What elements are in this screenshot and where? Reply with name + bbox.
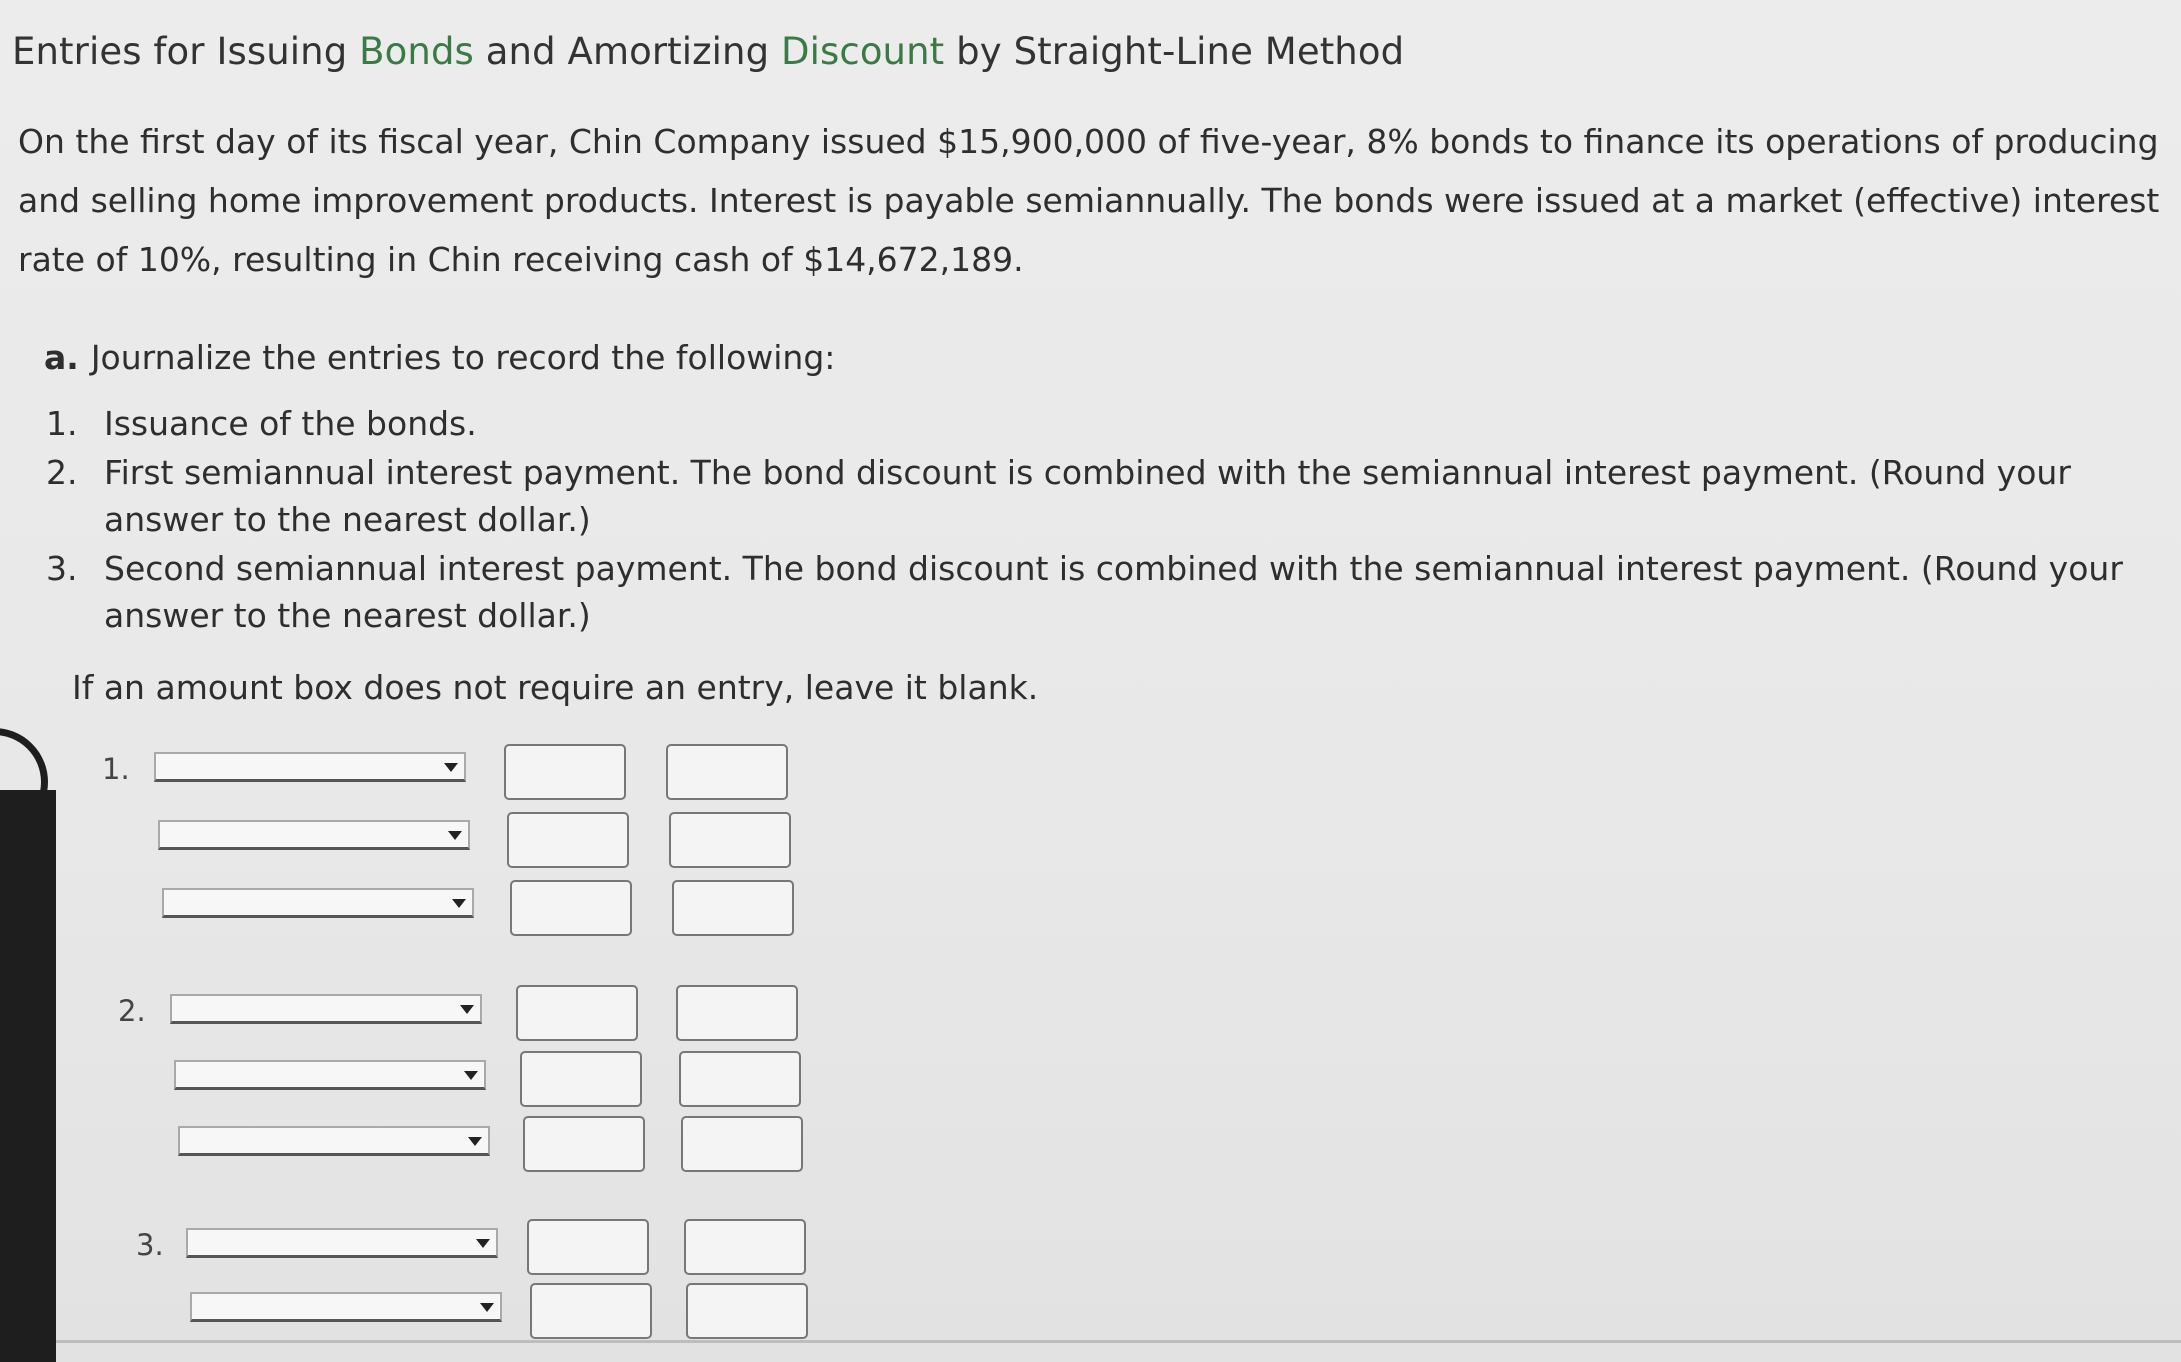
- step-number: 3.: [46, 549, 78, 588]
- problem-intro: On the first day of its fiscal year, Chin Company issued $15,900,000 of five-year, 8% bonds to finance its operations of producing and selling home improvement products. Interest is payable semiannually. The bonds were issued at a market (effective) interest rate of 10%, resulting in Chin receiving cash of $14,672,189.: [18, 122, 2160, 279]
- step-item: [46, 449, 2166, 543]
- step-item: [46, 545, 2166, 639]
- chevron-down-icon: [460, 1005, 474, 1014]
- credit-amount-input[interactable]: [672, 880, 794, 936]
- credit-amount-input[interactable]: [676, 985, 798, 1041]
- entry-label-2: 2.: [118, 994, 146, 1028]
- step-text: Issuance of the bonds.: [104, 404, 477, 443]
- debit-amount-input[interactable]: [516, 985, 638, 1041]
- debit-amount-input[interactable]: [527, 1219, 649, 1275]
- entry-label-1: 1.: [102, 752, 130, 786]
- task-a-label: a.: [44, 338, 79, 377]
- account-select[interactable]: [158, 820, 470, 850]
- credit-amount-input[interactable]: [681, 1116, 803, 1172]
- account-select[interactable]: [186, 1228, 498, 1258]
- divider: [56, 1340, 2181, 1343]
- step-number: 1.: [46, 404, 78, 443]
- steps-list: [46, 400, 2166, 641]
- chevron-down-icon: [468, 1137, 482, 1146]
- account-select[interactable]: [190, 1292, 502, 1322]
- credit-amount-input[interactable]: [666, 744, 788, 800]
- debit-amount-input[interactable]: [504, 744, 626, 800]
- step-item: [46, 400, 2166, 447]
- debit-amount-input[interactable]: [520, 1051, 642, 1107]
- discount-glossary-link[interactable]: Discount: [781, 30, 945, 73]
- title-text-after: by Straight-Line Method: [944, 30, 1405, 73]
- account-select[interactable]: [154, 752, 466, 782]
- debit-amount-input[interactable]: [510, 880, 632, 936]
- debit-amount-input[interactable]: [523, 1116, 645, 1172]
- bonds-glossary-link[interactable]: Bonds: [359, 30, 474, 73]
- credit-amount-input[interactable]: [684, 1219, 806, 1275]
- account-select[interactable]: [178, 1126, 490, 1156]
- entry-label-3: 3.: [136, 1228, 164, 1262]
- step-number: 2.: [46, 453, 78, 492]
- step-text: First semiannual interest payment. The bond discount is combined with the semiannual interest payment. (Round your answer to the nearest dollar.): [104, 453, 2071, 539]
- monitor-bezel-edge: [0, 790, 56, 1362]
- account-select[interactable]: [170, 994, 482, 1024]
- credit-amount-input[interactable]: [679, 1051, 801, 1107]
- credit-amount-input[interactable]: [669, 812, 791, 868]
- chevron-down-icon: [452, 899, 466, 908]
- debit-amount-input[interactable]: [507, 812, 629, 868]
- page-title: [12, 30, 1404, 73]
- title-text-before: Entries for Issuing: [12, 30, 360, 73]
- chevron-down-icon: [464, 1071, 478, 1080]
- account-select[interactable]: [162, 888, 474, 918]
- chevron-down-icon: [448, 831, 462, 840]
- chevron-down-icon: [480, 1303, 494, 1312]
- step-text: Second semiannual interest payment. The bond discount is combined with the semiannual interest payment. (Round your answer to the nearest dollar.): [104, 549, 2123, 635]
- title-text-middle: and Amortizing: [473, 30, 782, 73]
- debit-amount-input[interactable]: [530, 1283, 652, 1339]
- blank-entry-hint: If an amount box does not require an entry, leave it blank.: [72, 668, 1039, 707]
- credit-amount-input[interactable]: [686, 1283, 808, 1339]
- task-a-text: Journalize the entries to record the following:: [90, 338, 836, 377]
- chevron-down-icon: [444, 763, 458, 772]
- chevron-down-icon: [476, 1239, 490, 1248]
- task-a: [44, 338, 835, 377]
- account-select[interactable]: [174, 1060, 486, 1090]
